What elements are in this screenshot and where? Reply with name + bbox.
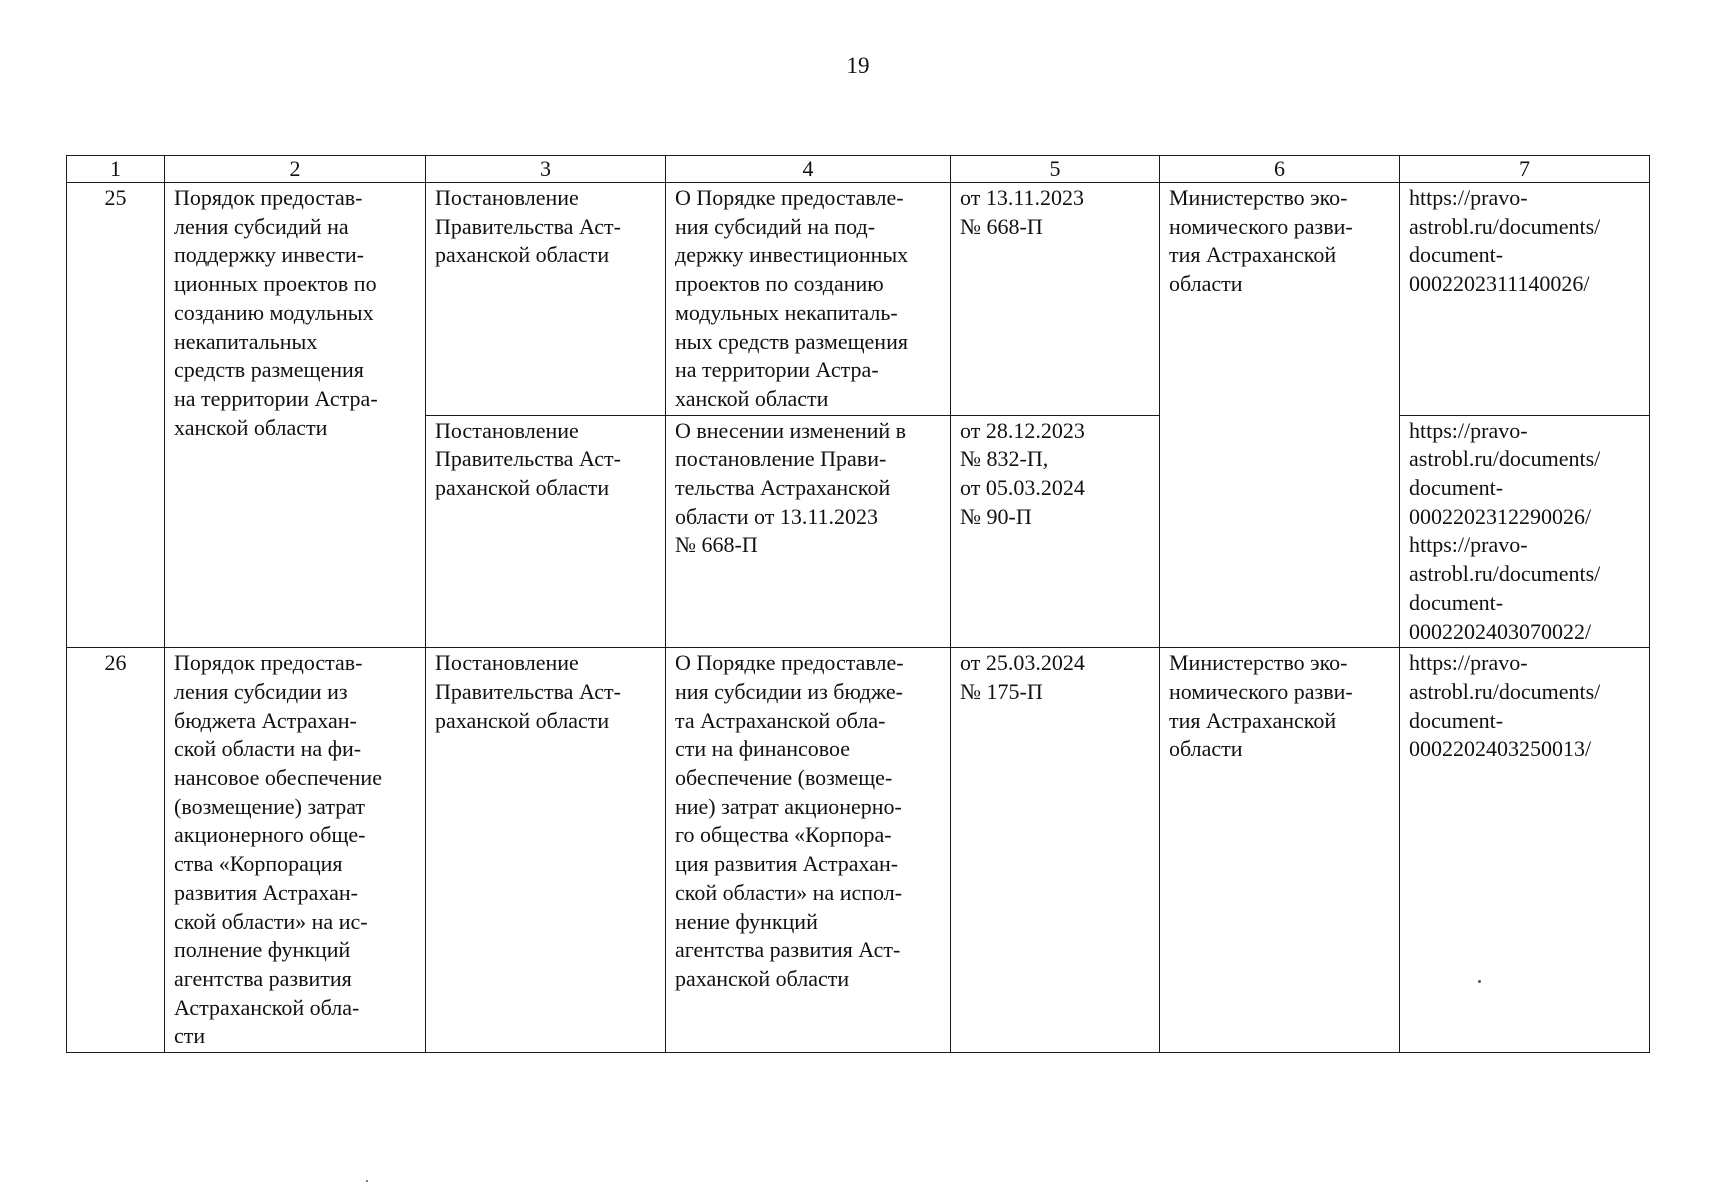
- act-date-number: от 28.12.2023 № 832-П, от 05.03.2024 № 90-П: [951, 415, 1160, 648]
- column-header-5: 5: [951, 156, 1160, 183]
- document-link[interactable]: https://pravo- astrobl.ru/documents/ document- 0002202403250013/: [1400, 648, 1650, 1053]
- scan-speck: [366, 1180, 368, 1182]
- act-type: Постановление Правительства Аст- раханской области: [426, 183, 666, 416]
- responsible-ministry: Министерство эко- номического разви- тия Астраханской области: [1160, 648, 1400, 1053]
- document-link[interactable]: https://pravo- astrobl.ru/documents/ document- 0002202311140026/: [1400, 183, 1650, 416]
- page-number: 19: [846, 53, 870, 78]
- act-date-number: от 13.11.2023 № 668-П: [951, 183, 1160, 416]
- column-header-4: 4: [666, 156, 951, 183]
- scan-speck: [1478, 980, 1481, 983]
- row-number: 25: [67, 183, 165, 648]
- act-type: Постановление Правительства Аст- раханской области: [426, 415, 666, 648]
- document-link[interactable]: https://pravo- astrobl.ru/documents/ document- 0002202312290026/ https://pravo- astrobl.ru/documents/ document- 0002202403070022/: [1400, 415, 1650, 648]
- act-name: О внесении изменений в постановление Прави- тельства Астраханской области от 13.11.2023 № 668-П: [666, 415, 951, 648]
- responsible-ministry: Министерство эко- номического разви- тия Астраханской области: [1160, 183, 1400, 648]
- table-row: [67, 648, 1650, 1053]
- column-header-7: 7: [1400, 156, 1650, 183]
- procedure-title: Порядок предостав- ления субсидии из бюджета Астрахан- ской области на фи- нансовое обеспечение (возмещение) затрат акционерного обще- ства «Корпорация развития Астрахан- ской области» на ис- полнение функций агентства развития Астраханской обла- сти: [165, 648, 426, 1053]
- row-number: 26: [67, 648, 165, 1053]
- column-header-3: 3: [426, 156, 666, 183]
- column-header-1: 1: [67, 156, 165, 183]
- act-name: О Порядке предоставле- ния субсидий на под- держку инвестиционных проектов по созданию модульных некапиталь- ных средств размещения на территории Астра- ханской области: [666, 183, 951, 416]
- legal-acts-table: [66, 155, 1650, 1053]
- column-header-2: 2: [165, 156, 426, 183]
- column-header-6: 6: [1160, 156, 1400, 183]
- procedure-title: Порядок предостав- ления субсидий на поддержку инвести- ционных проектов по созданию модульных некапитальных средств размещения на территории Астра- ханской области: [165, 183, 426, 648]
- act-name: О Порядке предоставле- ния субсидии из бюдже- та Астраханской обла- сти на финансовое обеспечение (возмеще- ние) затрат акционерно- го общества «Корпора- ция развития Астрахан- ской области» на испол- нение функций агентства развития Аст- раханской области: [666, 648, 951, 1053]
- table-row: [67, 183, 1650, 416]
- act-type: Постановление Правительства Аст- раханской области: [426, 648, 666, 1053]
- act-date-number: от 25.03.2024 № 175-П: [951, 648, 1160, 1053]
- column-number-row: [67, 156, 1650, 183]
